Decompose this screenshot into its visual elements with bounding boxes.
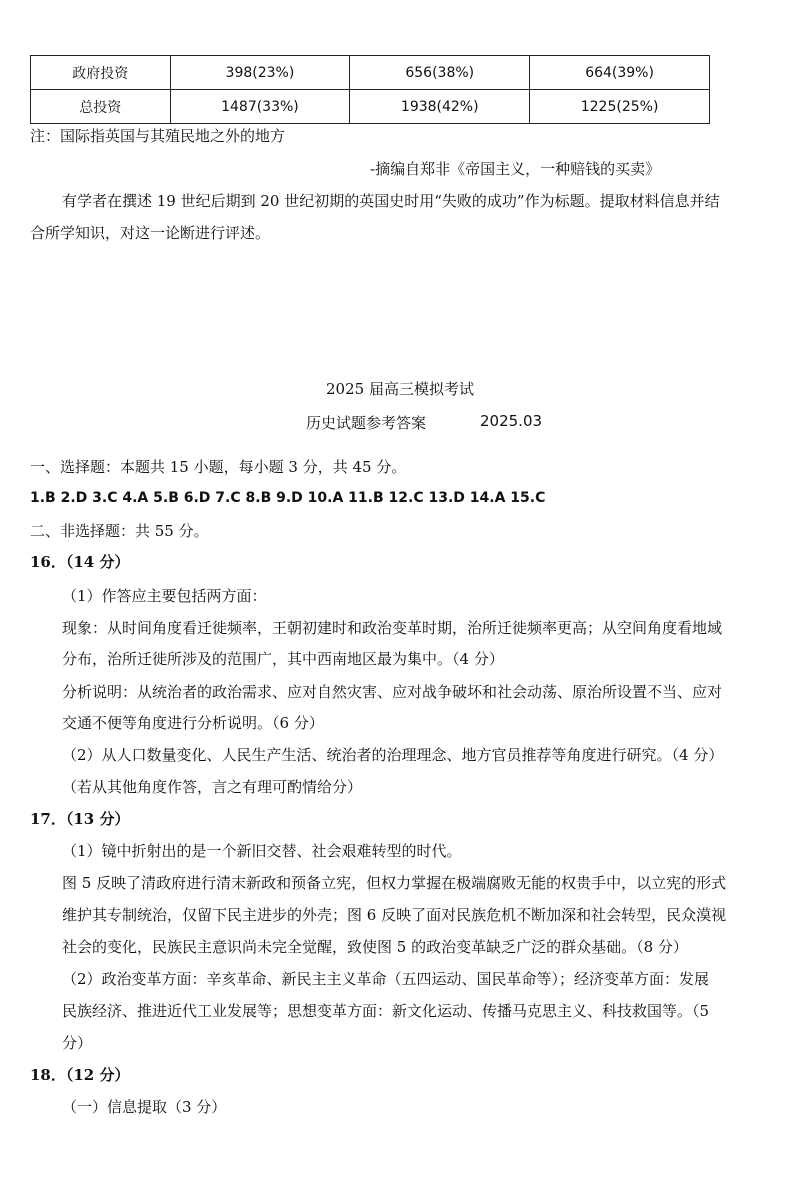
answer-paragraph: 图 5 反映了清政府进行清末新政和预备立宪，但权力掌握在极端腐败无能的权贵手中，以立宪的形式	[62, 874, 727, 892]
answer-paragraph: （2）政治变革方面：辛亥革命、新民主主义革命（五四运动、国民革命等）；经济变革方面：发展	[62, 970, 710, 988]
section-heading: 二、非选择题：共 55 分。	[30, 522, 209, 540]
table-row	[31, 90, 710, 124]
table-cell: 1225(25%)	[530, 90, 710, 124]
table-row	[31, 56, 710, 90]
question-text: 合所学知识，对这一论断进行评述。	[30, 224, 271, 242]
question-header: 16．（14 分）	[30, 553, 130, 571]
table-cell: 656(38%)	[350, 56, 530, 90]
answer-paragraph: 分布，治所迁徙所涉及的范围广，其中西南地区最为集中。（4 分）	[62, 650, 504, 668]
row-label: 政府投资	[31, 56, 171, 90]
answer-paragraph: 维护其专制统治，仅留下民主进步的外壳；图 6 反映了面对民族危机不断加深和社会转型，民众漠视	[62, 906, 727, 924]
investment-table	[30, 55, 710, 124]
answer-paragraph: （一）信息提取（3 分）	[62, 1098, 227, 1116]
choice-answers: 1.B 2.D 3.C 4.A 5.B 6.D 7.C 8.B 9.D 10.A 11.B 12.C 13.D 14.A 15.C	[30, 490, 546, 506]
answer-paragraph: 社会的变化，民族民主意识尚未完全觉醒，致使图 5 的政治变革缺乏广泛的群众基础。（8 分）	[62, 938, 688, 956]
row-label: 总投资	[31, 90, 171, 124]
answer-paragraph: （1）作答应主要包括两方面：	[62, 587, 267, 605]
table-note: 注：国际指英国与其殖民地之外的地方	[30, 127, 286, 145]
answer-subtitle: 历史试题参考答案	[306, 414, 427, 432]
table-cell: 1938(42%)	[350, 90, 530, 124]
answer-title: 2025 届高三模拟考试	[326, 380, 474, 398]
question-text: 有学者在撰述 19 世纪后期到 20 世纪初期的英国史时用“失败的成功”作为标题。提取材料信息并结	[62, 192, 720, 210]
table-cell: 398(23%)	[170, 56, 350, 90]
table-cell: 664(39%)	[530, 56, 710, 90]
answer-date: 2025.03	[480, 412, 543, 430]
answer-paragraph: 分）	[62, 1034, 93, 1052]
source-citation: -摘编自郑非《帝国主义，一种赔钱的买卖》	[370, 160, 661, 178]
table-cell: 1487(33%)	[170, 90, 350, 124]
answer-paragraph: 交通不便等角度进行分析说明。（6 分）	[62, 714, 324, 732]
answer-paragraph: 民族经济、推进近代工业发展等；思想变革方面：新文化运动、传播马克思主义、科技救国等。（5	[62, 1002, 710, 1020]
answer-paragraph: （1）镜中折射出的是一个新旧交替、社会艰难转型的时代。	[62, 842, 462, 860]
question-header: 17．（13 分）	[30, 810, 130, 828]
question-header: 18．（12 分）	[30, 1066, 130, 1084]
answer-paragraph: （若从其他角度作答，言之有理可酌情给分）	[62, 778, 363, 796]
section-heading: 一、选择题：本题共 15 小题，每小题 3 分，共 45 分。	[30, 458, 407, 476]
answer-paragraph: 分析说明：从统治者的政治需求、应对自然灾害、应对战争破坏和社会动荡、原治所设置不当、应对	[62, 683, 723, 701]
answer-paragraph: （2）从人口数量变化、人民生产生活、统治者的治理理念、地方官员推荐等角度进行研究。（4 分）	[62, 746, 724, 764]
answer-paragraph: 现象：从时间角度看迁徙频率，王朝初建时和政治变革时期，治所迁徙频率更高；从空间角度看地域	[62, 619, 723, 637]
